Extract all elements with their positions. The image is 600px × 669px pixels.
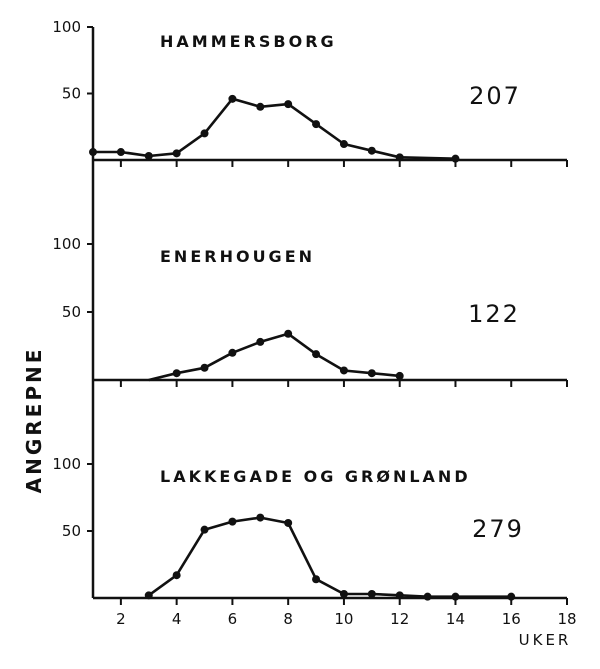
panel-2-point-10: [340, 366, 348, 374]
panel-3-total: 279: [472, 515, 524, 543]
panel-1-point-12: [396, 153, 404, 161]
panel-1-total: 207: [469, 82, 521, 110]
panel-2-point-5: [201, 364, 209, 372]
panel-3-title: LAKKEGADE OG GRØNLAND: [160, 467, 471, 486]
panel-1-point-7: [256, 103, 264, 111]
panel-2-point-8: [284, 330, 292, 338]
panel-2-point-12: [396, 372, 404, 380]
y-axis-label: ANGREPNE: [22, 346, 46, 494]
x-axis-unit-label: UKER: [518, 631, 572, 649]
panel-1-point-6: [228, 95, 236, 103]
panel-3-point-12: [396, 591, 404, 599]
panel-3-point-6: [228, 518, 236, 526]
panel-3-point-3: [145, 591, 153, 599]
panel-1-point-14: [451, 155, 459, 163]
panel-3-point-8: [284, 519, 292, 527]
panel-3-point-11: [368, 590, 376, 598]
panel-2-point-11: [368, 369, 376, 377]
panel-3-point-5: [201, 526, 209, 534]
panel-2-series-line: [149, 334, 400, 380]
xtick-label-12: 12: [390, 610, 410, 628]
panel-3-ytick-label-100: 100: [52, 455, 81, 473]
panel-1-point-11: [368, 147, 376, 155]
panel-1-point-1: [89, 148, 97, 156]
panel-1-series-line: [93, 99, 456, 159]
panel-3-point-7: [256, 514, 264, 522]
panel-1-point-10: [340, 140, 348, 148]
xtick-label-16: 16: [501, 610, 521, 628]
panel-1-title: HAMMERSBORG: [160, 32, 337, 51]
xtick-label-14: 14: [445, 610, 466, 628]
panel-3-point-13: [424, 593, 432, 601]
panel-3-point-16: [507, 593, 515, 601]
xtick-label-18: 18: [557, 610, 577, 628]
panel-3-point-10: [340, 590, 348, 598]
panel-1-ytick-label-100: 100: [52, 18, 81, 36]
panel-1-point-3: [145, 152, 153, 160]
panel-2-ytick-label-100: 100: [52, 235, 81, 253]
panel-2-point-9: [312, 350, 320, 358]
xtick-label-2: 2: [116, 610, 126, 628]
panel-1-point-2: [117, 148, 125, 156]
panel-2-title: ENERHOUGEN: [160, 247, 316, 266]
panel-2-point-4: [173, 369, 181, 377]
panel-1-ytick-label-50: 50: [61, 84, 81, 103]
panel-1-point-4: [173, 149, 181, 157]
panel-1-point-9: [312, 120, 320, 128]
xtick-label-4: 4: [171, 610, 182, 628]
xtick-label-8: 8: [283, 610, 293, 628]
panel-3-point-4: [173, 571, 181, 579]
panel-1-point-8: [284, 100, 292, 108]
panel-1-point-5: [201, 129, 209, 137]
panel-2-ytick-label-50: 50: [61, 303, 81, 321]
panel-2-point-6: [228, 349, 236, 357]
panel-3-point-14: [451, 593, 459, 601]
panel-3-point-9: [312, 575, 320, 583]
xtick-label-10: 10: [334, 610, 354, 628]
xtick-label-6: 6: [227, 610, 238, 628]
panel-2-point-7: [256, 338, 264, 346]
panel-2-total: 122: [468, 300, 520, 328]
panel-3-ytick-label-50: 50: [61, 522, 81, 540]
